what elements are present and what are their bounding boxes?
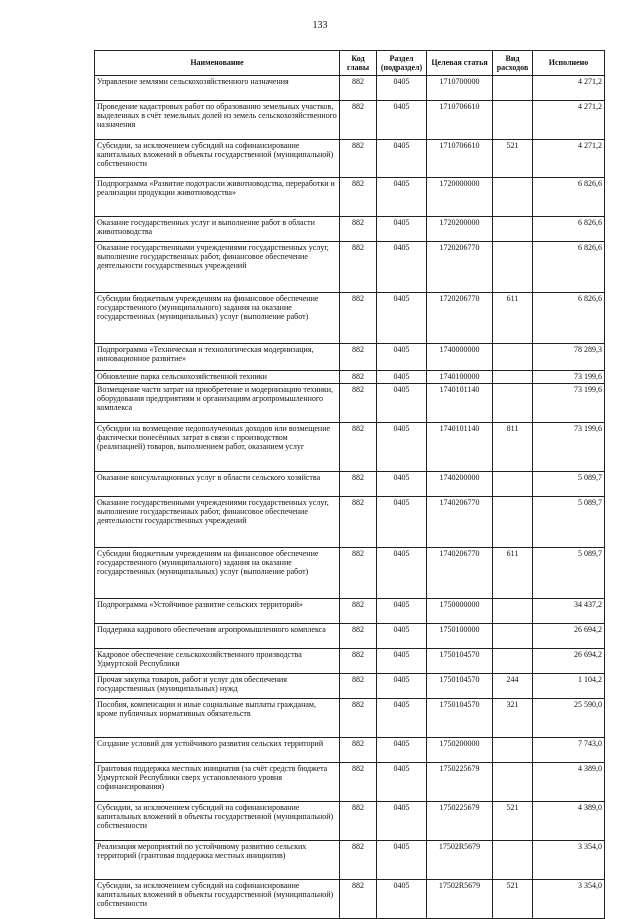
cell-kind: 521 (493, 140, 533, 178)
cell-name: Оказание государственными учреждениями государственных услуг, выполнение государственных работ, финансовое обеспечение деятельности государственных учреждений (95, 242, 340, 293)
cell-name: Субсидии бюджетным учреждениям на финансовое обеспечение государственного (муниципального) задания на оказание государственных (муниципальных) услуг (выполнение работ) (95, 293, 340, 344)
cell-target: 1740200000 (427, 472, 493, 497)
table-row (95, 497, 605, 548)
cell-section: 0405 (377, 674, 427, 699)
table-row (95, 548, 605, 599)
cell-code: 882 (340, 599, 377, 624)
cell-target: 1750225679 (427, 802, 493, 841)
cell-name: Кадровое обеспечение сельскохозяйственного производства Удмуртской Республики (95, 649, 340, 674)
table-row (95, 624, 605, 649)
page-number: 133 (312, 20, 328, 31)
cell-name: Подпрограмма «Устойчивое развитие сельских территорий» (95, 599, 340, 624)
cell-target: 1710706610 (427, 101, 493, 140)
cell-section: 0405 (377, 802, 427, 841)
table-row (95, 242, 605, 293)
table-row (95, 423, 605, 472)
cell-name: Управление землями сельскохозяйственного назначения (95, 76, 340, 101)
cell-amount: 26 694,2 (533, 624, 605, 649)
cell-amount: 4 271,2 (533, 140, 605, 178)
cell-name: Реализация мероприятий по устойчивому развитию сельских территорий (грантовая поддержка местных инициатив) (95, 841, 340, 880)
cell-code: 882 (340, 497, 377, 548)
cell-target: 17502R5679 (427, 841, 493, 880)
cell-name: Оказание консультационных услуг в области сельского хозяйства (95, 472, 340, 497)
cell-code: 882 (340, 101, 377, 140)
cell-kind: 521 (493, 880, 533, 919)
cell-amount: 6 826,6 (533, 293, 605, 344)
cell-amount: 6 826,6 (533, 217, 605, 242)
cell-section: 0405 (377, 293, 427, 344)
table-row (95, 674, 605, 699)
cell-name: Грантовая поддержка местных инициатив (за счёт средств бюджета Удмуртской Республики сверх установленного уровня софинансирования) (95, 763, 340, 802)
cell-amount: 73 199,6 (533, 371, 605, 384)
cell-target: 1710706610 (427, 140, 493, 178)
cell-name: Проведение кадастровых работ по образованию земельных участков, выделенных в счёт земельных долей из земель сельскохозяйственного назначения (95, 101, 340, 140)
table-row (95, 371, 605, 384)
cell-kind (493, 841, 533, 880)
cell-section: 0405 (377, 344, 427, 371)
cell-section: 0405 (377, 101, 427, 140)
header-section: Раздел (подраздел) (377, 51, 427, 76)
table-row (95, 699, 605, 738)
cell-amount: 7 743,0 (533, 738, 605, 763)
cell-section: 0405 (377, 738, 427, 763)
cell-amount: 6 826,6 (533, 242, 605, 293)
cell-target: 1720206770 (427, 242, 493, 293)
cell-section: 0405 (377, 624, 427, 649)
cell-name: Возмещение части затрат на приобретение и модернизацию техники, оборудования предприятиям и организациям агропромышленного комплекса (95, 384, 340, 423)
cell-target: 1750225679 (427, 763, 493, 802)
table-body (95, 76, 605, 919)
cell-amount: 34 437,2 (533, 599, 605, 624)
header-kind: Вид расходов (493, 51, 533, 76)
cell-amount: 25 590,0 (533, 699, 605, 738)
cell-code: 882 (340, 674, 377, 699)
cell-amount: 5 089,7 (533, 497, 605, 548)
cell-amount: 73 199,6 (533, 423, 605, 472)
cell-code: 882 (340, 880, 377, 919)
cell-target: 1750104570 (427, 699, 493, 738)
cell-name: Субсидии, за исключением субсидий на софинансирование капитальных вложений в объекты государственной (муниципальной) собственности (95, 880, 340, 919)
cell-kind (493, 763, 533, 802)
cell-name: Субсидии на возмещение недополученных доходов или возмещение фактически понесённых затрат в связи с производством (реализацией) товаров, выполнением работ, оказанием услуг (95, 423, 340, 472)
cell-kind (493, 242, 533, 293)
table-row (95, 217, 605, 242)
cell-code: 882 (340, 802, 377, 841)
table-row (95, 880, 605, 919)
cell-kind (493, 384, 533, 423)
cell-section: 0405 (377, 423, 427, 472)
cell-amount: 1 104,2 (533, 674, 605, 699)
cell-name: Обновление парка сельскохозяйственной техники (95, 371, 340, 384)
cell-section: 0405 (377, 841, 427, 880)
cell-name: Оказание государственных услуг и выполнение работ в области животноводства (95, 217, 340, 242)
cell-kind (493, 472, 533, 497)
cell-target: 1750000000 (427, 599, 493, 624)
cell-code: 882 (340, 384, 377, 423)
cell-target: 1750100000 (427, 624, 493, 649)
table-row (95, 472, 605, 497)
cell-target: 1750104570 (427, 674, 493, 699)
cell-kind (493, 624, 533, 649)
cell-amount: 4 271,2 (533, 76, 605, 101)
table-row (95, 599, 605, 624)
cell-target: 1750200000 (427, 738, 493, 763)
header-amount: Исполнено (533, 51, 605, 76)
cell-section: 0405 (377, 76, 427, 101)
cell-kind: 521 (493, 802, 533, 841)
cell-section: 0405 (377, 140, 427, 178)
cell-amount: 4 271,2 (533, 101, 605, 140)
cell-section: 0405 (377, 178, 427, 217)
cell-target: 1720000000 (427, 178, 493, 217)
cell-target: 1720200000 (427, 217, 493, 242)
cell-target: 1740101140 (427, 384, 493, 423)
cell-kind (493, 101, 533, 140)
cell-name: Подпрограмма «Техническая и технологическая модернизация, инновационное развитие» (95, 344, 340, 371)
cell-section: 0405 (377, 472, 427, 497)
cell-name: Оказание государственными учреждениями государственных услуг, выполнение государственных работ, финансовое обеспечение деятельности государственных учреждений (95, 497, 340, 548)
cell-target: 1720206770 (427, 293, 493, 344)
cell-target: 1740101140 (427, 423, 493, 472)
table-row (95, 649, 605, 674)
cell-code: 882 (340, 624, 377, 649)
cell-code: 882 (340, 371, 377, 384)
cell-section: 0405 (377, 548, 427, 599)
cell-amount: 3 354,0 (533, 880, 605, 919)
cell-code: 882 (340, 763, 377, 802)
table-row (95, 802, 605, 841)
cell-code: 882 (340, 344, 377, 371)
cell-kind: 611 (493, 548, 533, 599)
cell-code: 882 (340, 217, 377, 242)
cell-code: 882 (340, 472, 377, 497)
cell-code: 882 (340, 841, 377, 880)
table-row (95, 384, 605, 423)
cell-amount: 73 199,6 (533, 384, 605, 423)
cell-name: Создание условий для устойчивого развития сельских территорий (95, 738, 340, 763)
cell-name: Субсидии, за исключением субсидий на софинансирование капитальных вложений в объекты государственной (муниципальной) собственности (95, 802, 340, 841)
cell-kind (493, 217, 533, 242)
cell-code: 882 (340, 178, 377, 217)
table-row (95, 178, 605, 217)
cell-section: 0405 (377, 649, 427, 674)
cell-code: 882 (340, 738, 377, 763)
cell-kind: 811 (493, 423, 533, 472)
cell-section: 0405 (377, 880, 427, 919)
header-name: Наименование (95, 51, 340, 76)
cell-kind: 611 (493, 293, 533, 344)
cell-code: 882 (340, 76, 377, 101)
cell-amount: 3 354,0 (533, 841, 605, 880)
cell-kind (493, 497, 533, 548)
cell-amount: 5 089,7 (533, 472, 605, 497)
cell-name: Субсидии, за исключением субсидий на софинансирование капитальных вложений в объекты государственной (муниципальной) собственности (95, 140, 340, 178)
cell-kind: 321 (493, 699, 533, 738)
cell-section: 0405 (377, 599, 427, 624)
cell-amount: 26 694,2 (533, 649, 605, 674)
cell-code: 882 (340, 423, 377, 472)
table-row (95, 763, 605, 802)
cell-section: 0405 (377, 699, 427, 738)
cell-target: 1740206770 (427, 497, 493, 548)
table-row (95, 76, 605, 101)
cell-target: 1750104570 (427, 649, 493, 674)
cell-section: 0405 (377, 242, 427, 293)
cell-kind: 244 (493, 674, 533, 699)
cell-code: 882 (340, 140, 377, 178)
cell-target: 1740000000 (427, 344, 493, 371)
cell-target: 17502R5679 (427, 880, 493, 919)
cell-code: 882 (340, 293, 377, 344)
cell-kind (493, 599, 533, 624)
cell-code: 882 (340, 242, 377, 293)
table-row (95, 101, 605, 140)
cell-kind (493, 178, 533, 217)
table-row (95, 344, 605, 371)
cell-name: Поддержка кадрового обеспечения агропромышленного комплекса (95, 624, 340, 649)
cell-section: 0405 (377, 497, 427, 548)
cell-section: 0405 (377, 384, 427, 423)
table-row (95, 140, 605, 178)
cell-name: Прочая закупка товаров, работ и услуг для обеспечения государственных (муниципальных) нужд (95, 674, 340, 699)
cell-amount: 6 826,6 (533, 178, 605, 217)
cell-amount: 4 389,0 (533, 763, 605, 802)
cell-code: 882 (340, 649, 377, 674)
cell-section: 0405 (377, 371, 427, 384)
header-code: Код главы (340, 51, 377, 76)
cell-amount: 4 389,0 (533, 802, 605, 841)
cell-target: 1740100000 (427, 371, 493, 384)
table-row (95, 738, 605, 763)
cell-kind (493, 344, 533, 371)
header-row (95, 51, 605, 76)
table-row (95, 841, 605, 880)
cell-kind (493, 738, 533, 763)
cell-name: Субсидии бюджетным учреждениям на финансовое обеспечение государственного (муниципального) задания на оказание государственных (муниципальных) услуг (выполнение работ) (95, 548, 340, 599)
cell-amount: 5 089,7 (533, 548, 605, 599)
cell-amount: 78 289,3 (533, 344, 605, 371)
header-target: Целевая статья (427, 51, 493, 76)
cell-kind (493, 371, 533, 384)
budget-table (94, 50, 605, 919)
cell-kind (493, 76, 533, 101)
cell-code: 882 (340, 548, 377, 599)
cell-name: Пособия, компенсации и иные социальные выплаты гражданам, кроме публичных нормативных обязательств (95, 699, 340, 738)
cell-target: 1710700000 (427, 76, 493, 101)
cell-name: Подпрограмма «Развитие подотрасли животноводства, переработки и реализации продукции животноводства» (95, 178, 340, 217)
cell-kind (493, 649, 533, 674)
cell-target: 1740206770 (427, 548, 493, 599)
cell-section: 0405 (377, 217, 427, 242)
table-row (95, 293, 605, 344)
cell-code: 882 (340, 699, 377, 738)
cell-section: 0405 (377, 763, 427, 802)
